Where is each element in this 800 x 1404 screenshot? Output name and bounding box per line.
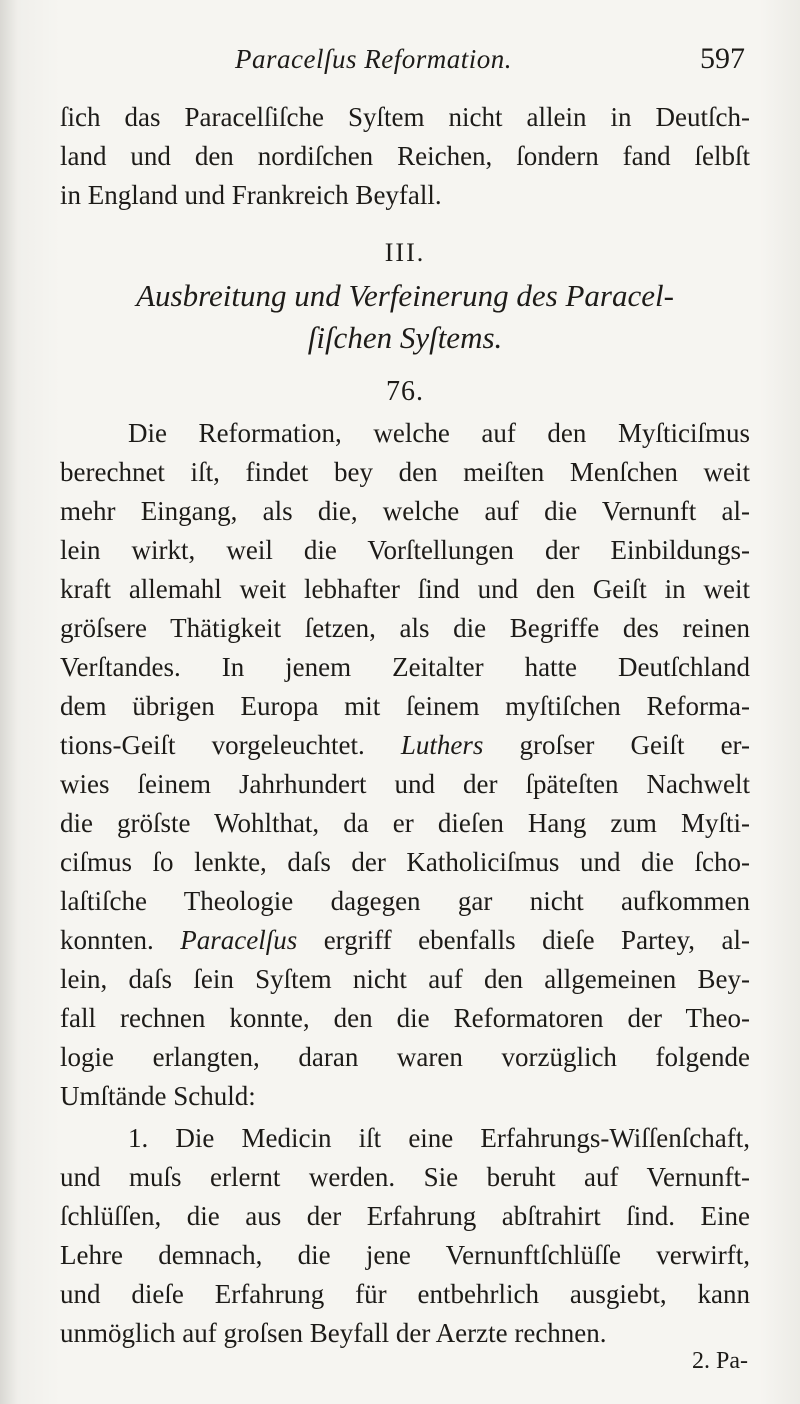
text-line: wies ſeinem Jahrhundert und der ſpäteſten Nachwelt	[60, 769, 750, 799]
text-line: dem übrigen Europa mit ſeinem myſtiſchen Reforma-	[60, 691, 750, 721]
text-line: mehr Eingang, als die, welche auf die Vernunft al-	[60, 496, 750, 526]
text-line: in England und Frankreich Beyfall.	[60, 180, 442, 210]
text-line: fall rechnen konnte, den die Reformatoren der Theo-	[60, 1003, 750, 1033]
text-line: Lehre demnach, die jene Vernunftſchlüſſe verwirft,	[60, 1240, 750, 1270]
text-segment: konnten.	[60, 925, 154, 955]
catchword: 2. Pa-	[692, 1348, 748, 1374]
text-line: lein, daſs ſein Syſtem nicht auf den allgemeinen Bey-	[60, 964, 750, 994]
text-line: land und den nordiſchen Reichen, ſondern fand ſelbſt	[60, 141, 750, 171]
running-head	[60, 40, 745, 84]
text-line-mixed	[60, 732, 750, 759]
text-line: ſich das Paracelſiſche Syſtem nicht allein in Deutſch-	[60, 102, 750, 132]
text-line: ciſmus ſo lenkte, daſs der Katholiciſmus und die ſcho-	[60, 847, 750, 877]
name-paracelsus: Paracelſus	[180, 925, 298, 955]
text-segment: tions-Geiſt vorgeleuchtet.	[60, 730, 365, 760]
running-title: Paracelſus Reformation.	[235, 44, 512, 74]
text-line: und dieſe Erfahrung für entbehrlich ausgiebt, kann	[60, 1279, 750, 1309]
text-line: berechnet iſt, findet bey den meiſten Menſchen weit	[60, 457, 750, 487]
paragraph-number: 76.	[386, 376, 424, 407]
text-segment: ergriff ebenfalls dieſe Partey, al-	[323, 925, 750, 955]
text-line: ſchlüſſen, die aus der Erfahrung abſtrahirt ſind. Eine	[60, 1201, 750, 1231]
text-line: lein wirkt, weil die Vorſtellungen der Einbildungs-	[60, 535, 750, 565]
text-line: gröſsere Thätigkeit ſetzen, als die Begriffe des reinen	[60, 613, 750, 643]
name-luther: Luthers	[400, 730, 484, 760]
text-line: die gröſste Wohlthat, da er dieſen Hang zum Myſti-	[60, 808, 750, 838]
section-title-line-1: Ausbreitung und Verfeinerung des Paracel-	[136, 278, 674, 313]
page-number: 597	[700, 42, 745, 75]
text-line: 1. Die Medicin iſt eine Erfahrungs-Wiſſenſchaft,	[128, 1123, 750, 1153]
text-line: logie erlangten, daran waren vorzüglich folgende	[60, 1042, 750, 1072]
section-number: III.	[384, 238, 426, 267]
text-line: laſtiſche Theologie dagegen gar nicht aufkommen	[60, 886, 750, 916]
text-line: Verſtandes. In jenem Zeitalter hatte Deutſchland	[60, 652, 750, 682]
text-line-mixed	[60, 927, 750, 954]
text-line: unmöglich auf groſsen Beyfall der Aerzte rechnen.	[60, 1318, 607, 1348]
text-segment: groſser Geiſt er-	[519, 730, 750, 760]
text-line: kraft allemahl weit lebhafter ſind und den Geiſt in weit	[60, 574, 750, 604]
text-line: und muſs erlernt werden. Sie beruht auf Vernunft-	[60, 1162, 750, 1192]
section-title-line-2: ſiſchen Syſtems.	[307, 320, 503, 355]
text-line: Umſtände Schuld:	[60, 1081, 256, 1111]
text-line: Die Reformation, welche auf den Myſticiſmus	[128, 418, 750, 448]
